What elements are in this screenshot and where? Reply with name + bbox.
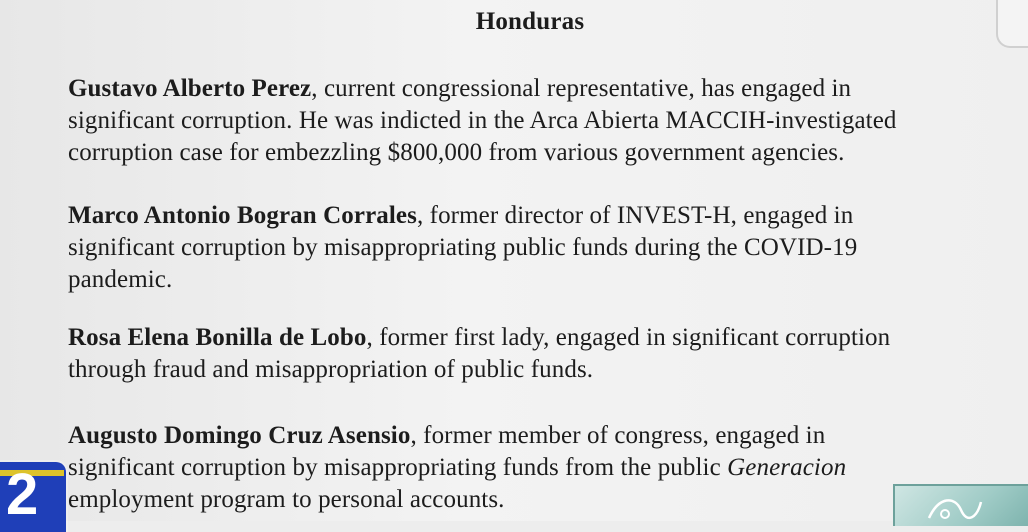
program-name: Generacion: [727, 454, 847, 481]
entry-text: corruption case for embezzling $800,000 from various government agencies.: [68, 139, 845, 166]
entry-text: employment program to personal accounts.: [68, 486, 505, 513]
page-edge-decoration: [996, 0, 1028, 48]
entry-augusto-domingo-cruz-asensio: [68, 420, 998, 516]
entry-text: , former member of congress, engaged in: [410, 422, 826, 449]
document-title: Honduras: [475, 8, 585, 35]
channel-number: 2: [6, 462, 39, 527]
entry-marco-antonio-bogran-corrales: [68, 200, 998, 296]
logo-swirl-icon: [925, 492, 985, 522]
entry-rosa-elena-bonilla-de-lobo: [68, 322, 998, 386]
entry-text: pandemic.: [68, 266, 173, 293]
entry-text: , current congressional representative, has engaged in: [311, 75, 852, 102]
entry-text: significant corruption. He was indicted in the Arca Abierta MACCIH-investigated: [68, 107, 897, 134]
entry-name: Rosa Elena Bonilla de Lobo: [68, 324, 367, 351]
entry-text: through fraud and misappropriation of public funds.: [68, 356, 594, 383]
entry-text: , former director of INVEST-H, engaged in: [416, 202, 854, 229]
entry-name: Augusto Domingo Cruz Asensio: [68, 422, 411, 449]
entry-text: significant corruption by misappropriating public funds during the COVID-19: [68, 234, 858, 261]
entry-gustavo-alberto-perez: [68, 73, 998, 169]
broadcast-logo: [893, 484, 1028, 526]
entry-text: , former first lady, engaged in significant corruption: [366, 324, 891, 351]
entry-name: Marco Antonio Bogran Corrales: [68, 202, 417, 229]
entry-text: significant corruption by misappropriating funds from the public: [68, 454, 728, 481]
entry-name: Gustavo Alberto Perez: [68, 75, 312, 102]
